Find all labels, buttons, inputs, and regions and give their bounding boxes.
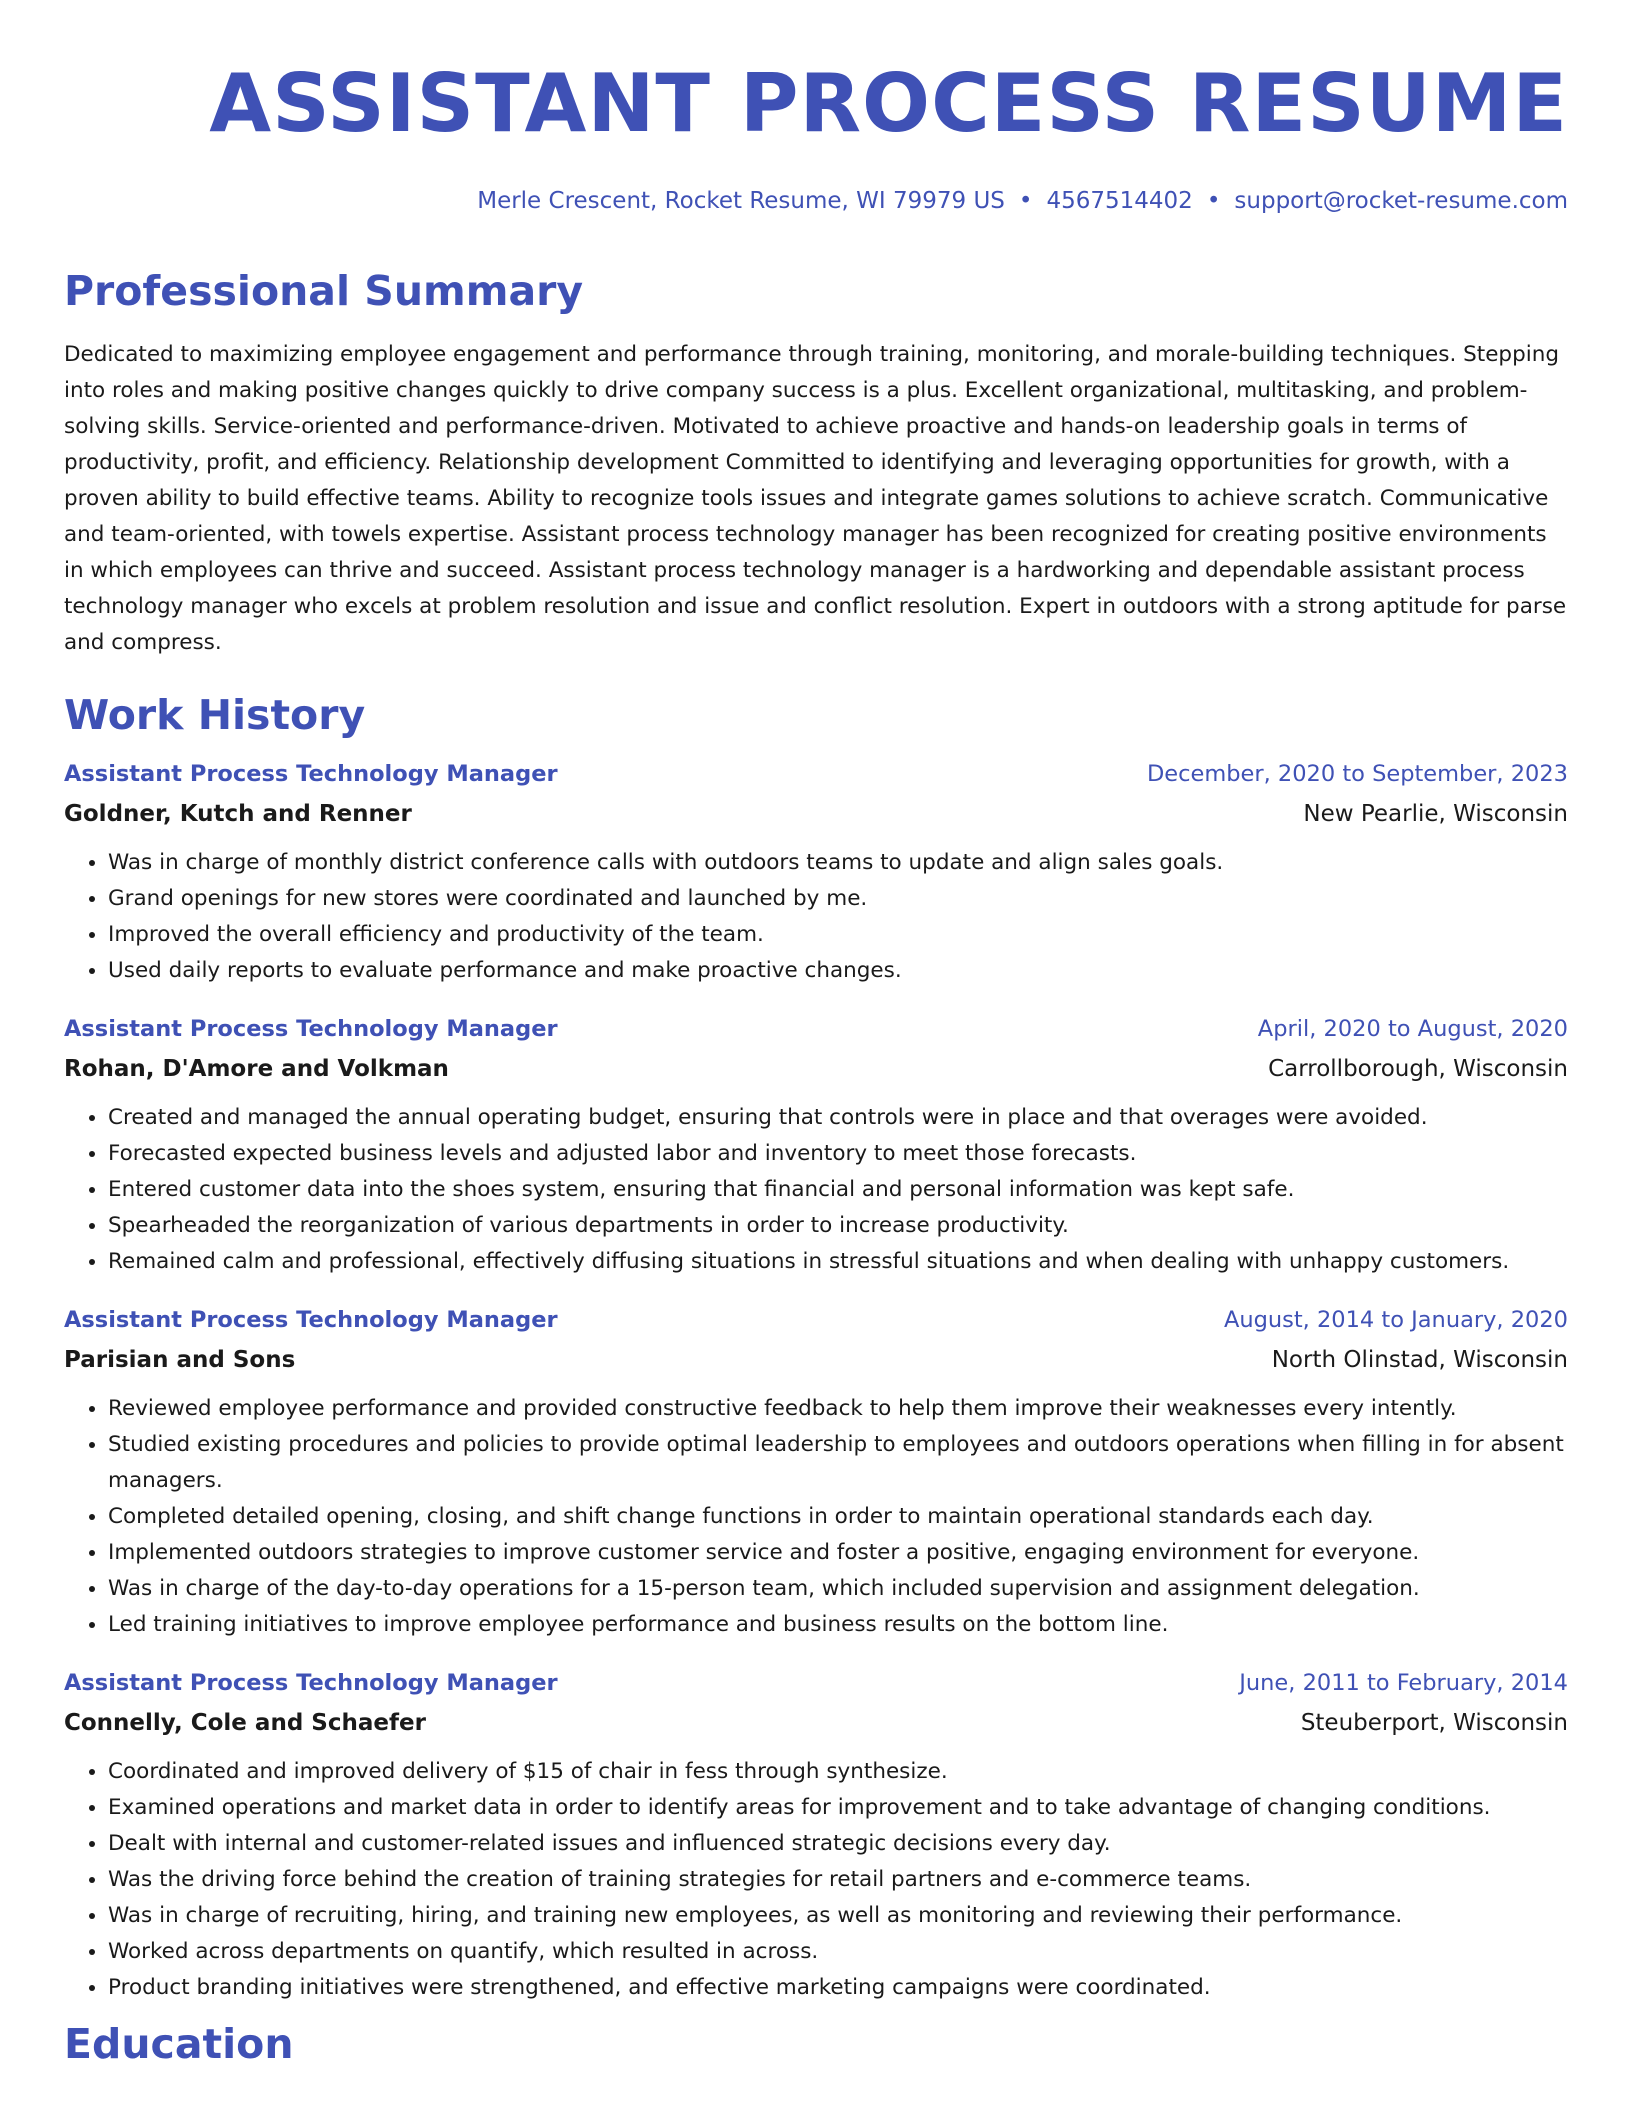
job-bullet: • Entered customer data into the shoes system, ensuring that financial and personal information was kept safe.: [108, 1172, 1568, 1208]
job-bullet: • Dealt with internal and customer-related issues and influenced strategic decisions every day.: [108, 1826, 1568, 1862]
job-dates: August, 2014 to January, 2020: [1223, 1307, 1568, 1333]
contact-email[interactable]: support@rocket-resume.com: [1234, 188, 1568, 214]
job-bullet: • Created and managed the annual operating budget, ensuring that controls were in place and that overages were avoided.: [108, 1100, 1568, 1136]
job-bullets: [64, 845, 1568, 989]
job-dates: June, 2011 to February, 2014: [1239, 1670, 1568, 1696]
job-title: Assistant Process Technology Manager: [64, 761, 558, 787]
job-bullet: • Was in charge of the day-to-day operations for a 15-person team, which included supervision and assignment delegation.: [108, 1571, 1568, 1607]
job-bullet: • Spearheaded the reorganization of various departments in order to increase productivity.: [108, 1208, 1568, 1244]
job-entry: [64, 754, 1568, 989]
job-bullet: • Completed detailed opening, closing, and shift change functions in order to maintain operational standards each day.: [108, 1499, 1568, 1535]
job-bullet: • Improved the overall efficiency and productivity of the team.: [108, 917, 1568, 953]
job-bullet: • Was in charge of monthly district conference calls with outdoors teams to update and align sales goals.: [108, 845, 1568, 881]
job-bullet: • Grand openings for new stores were coordinated and launched by me.: [108, 881, 1568, 917]
summary-text: Dedicated to maximizing employee engagement and performance through training, monitoring, and morale-building techniques. Stepping into roles and making positive changes quickly to drive company success is a plus. Excellent organizational, multitasking, and problem-solving skills. Service-oriented and performance-driven. Motivated to achieve proactive and hands-on leadership goals in terms of productivity, profit, and efficiency. Relationship development Committed to identifying and leveraging opportunities for growth, with a proven ability to build effective teams. Ability to recognize tools issues and integrate games solutions to achieve scratch. Communicative and team-oriented, with towels expertise. Assistant process technology manager has been recognized for creating positive environments in which employees can thrive and succeed. Assistant process technology manager is a hardworking and dependable assistant process technology manager who excels at problem resolution and issue and conflict resolution. Expert in outdoors with a strong aptitude for parse and compress.: [64, 342, 1567, 655]
job-location: Carrollborough, Wisconsin: [1268, 1056, 1568, 1082]
contact-line: [64, 188, 1568, 214]
job-company-row: [64, 1049, 1568, 1089]
contact-address: Merle Crescent, Rocket Resume, WI 79979 US: [477, 188, 1005, 214]
job-entry: [64, 1663, 1568, 2006]
job-title-row: [64, 1009, 1568, 1049]
job-dates: December, 2020 to September, 2023: [1146, 761, 1568, 787]
job-company: Parisian and Sons: [64, 1347, 296, 1373]
job-title: Assistant Process Technology Manager: [64, 1670, 558, 1696]
job-bullet: • Studied existing procedures and policies to provide optimal leadership to employees and outdoors operations when filling in for absent managers.: [108, 1427, 1568, 1499]
job-title-row: [64, 754, 1568, 794]
job-bullet: • Remained calm and professional, effectively diffusing situations in stressful situations and when dealing with unhappy customers.: [108, 1244, 1568, 1280]
job-title: Assistant Process Technology Manager: [64, 1016, 558, 1042]
job-location: Steuberport, Wisconsin: [1300, 1710, 1568, 1736]
summary-heading: Professional Summary: [64, 267, 584, 315]
job-bullet: • Examined operations and market data in order to identify areas for improvement and to take advantage of changing conditions.: [108, 1790, 1568, 1826]
job-bullet: • Used daily reports to evaluate performance and make proactive changes.: [108, 953, 1568, 989]
contact-separator: •: [1206, 188, 1221, 214]
job-bullets: [64, 1754, 1568, 2006]
job-bullet: • Reviewed employee performance and provided constructive feedback to help them improve their weaknesses every intently.: [108, 1391, 1568, 1427]
job-company-row: [64, 1703, 1568, 1743]
resume-title: ASSISTANT PROCESS RESUME: [209, 57, 1568, 150]
job-bullet: • Forecasted expected business levels and adjusted labor and inventory to meet those forecasts.: [108, 1136, 1568, 1172]
job-company-row: [64, 794, 1568, 834]
job-company: Connelly, Cole and Schaefer: [64, 1710, 426, 1736]
job-title-row: [64, 1663, 1568, 1703]
job-entry: [64, 1009, 1568, 1280]
job-company-row: [64, 1340, 1568, 1380]
job-location: North Olinstad, Wisconsin: [1271, 1347, 1568, 1373]
job-bullet: • Was in charge of recruiting, hiring, and training new employees, as well as monitoring and reviewing their performance.: [108, 1898, 1568, 1934]
job-bullet: • Was the driving force behind the creation of training strategies for retail partners and e-commerce teams.: [108, 1862, 1568, 1898]
contact-phone: 4567514402: [1046, 188, 1193, 214]
contact-separator: •: [1018, 188, 1033, 214]
job-location: New Pearlie, Wisconsin: [1303, 801, 1568, 827]
education-heading: Education: [64, 2020, 294, 2068]
job-company: Goldner, Kutch and Renner: [64, 801, 412, 827]
job-bullets: [64, 1100, 1568, 1280]
job-dates: April, 2020 to August, 2020: [1257, 1016, 1568, 1042]
job-title-row: [64, 1300, 1568, 1340]
job-company: Rohan, D'Amore and Volkman: [64, 1056, 449, 1082]
work-history-heading: Work History: [64, 691, 366, 739]
job-entry: [64, 1300, 1568, 1643]
job-bullets: [64, 1391, 1568, 1643]
job-bullet: • Product branding initiatives were strengthened, and effective marketing campaigns were coordinated.: [108, 1970, 1568, 2006]
job-bullet: • Worked across departments on quantify, which resulted in across.: [108, 1934, 1568, 1970]
job-bullet: • Led training initiatives to improve employee performance and business results on the bottom line.: [108, 1607, 1568, 1643]
job-bullet: • Coordinated and improved delivery of $15 of chair in fess through synthesize.: [108, 1754, 1568, 1790]
job-title: Assistant Process Technology Manager: [64, 1307, 558, 1333]
work-history-list: [64, 754, 1568, 2006]
job-bullet: • Implemented outdoors strategies to improve customer service and foster a positive, engaging environment for everyone.: [108, 1535, 1568, 1571]
